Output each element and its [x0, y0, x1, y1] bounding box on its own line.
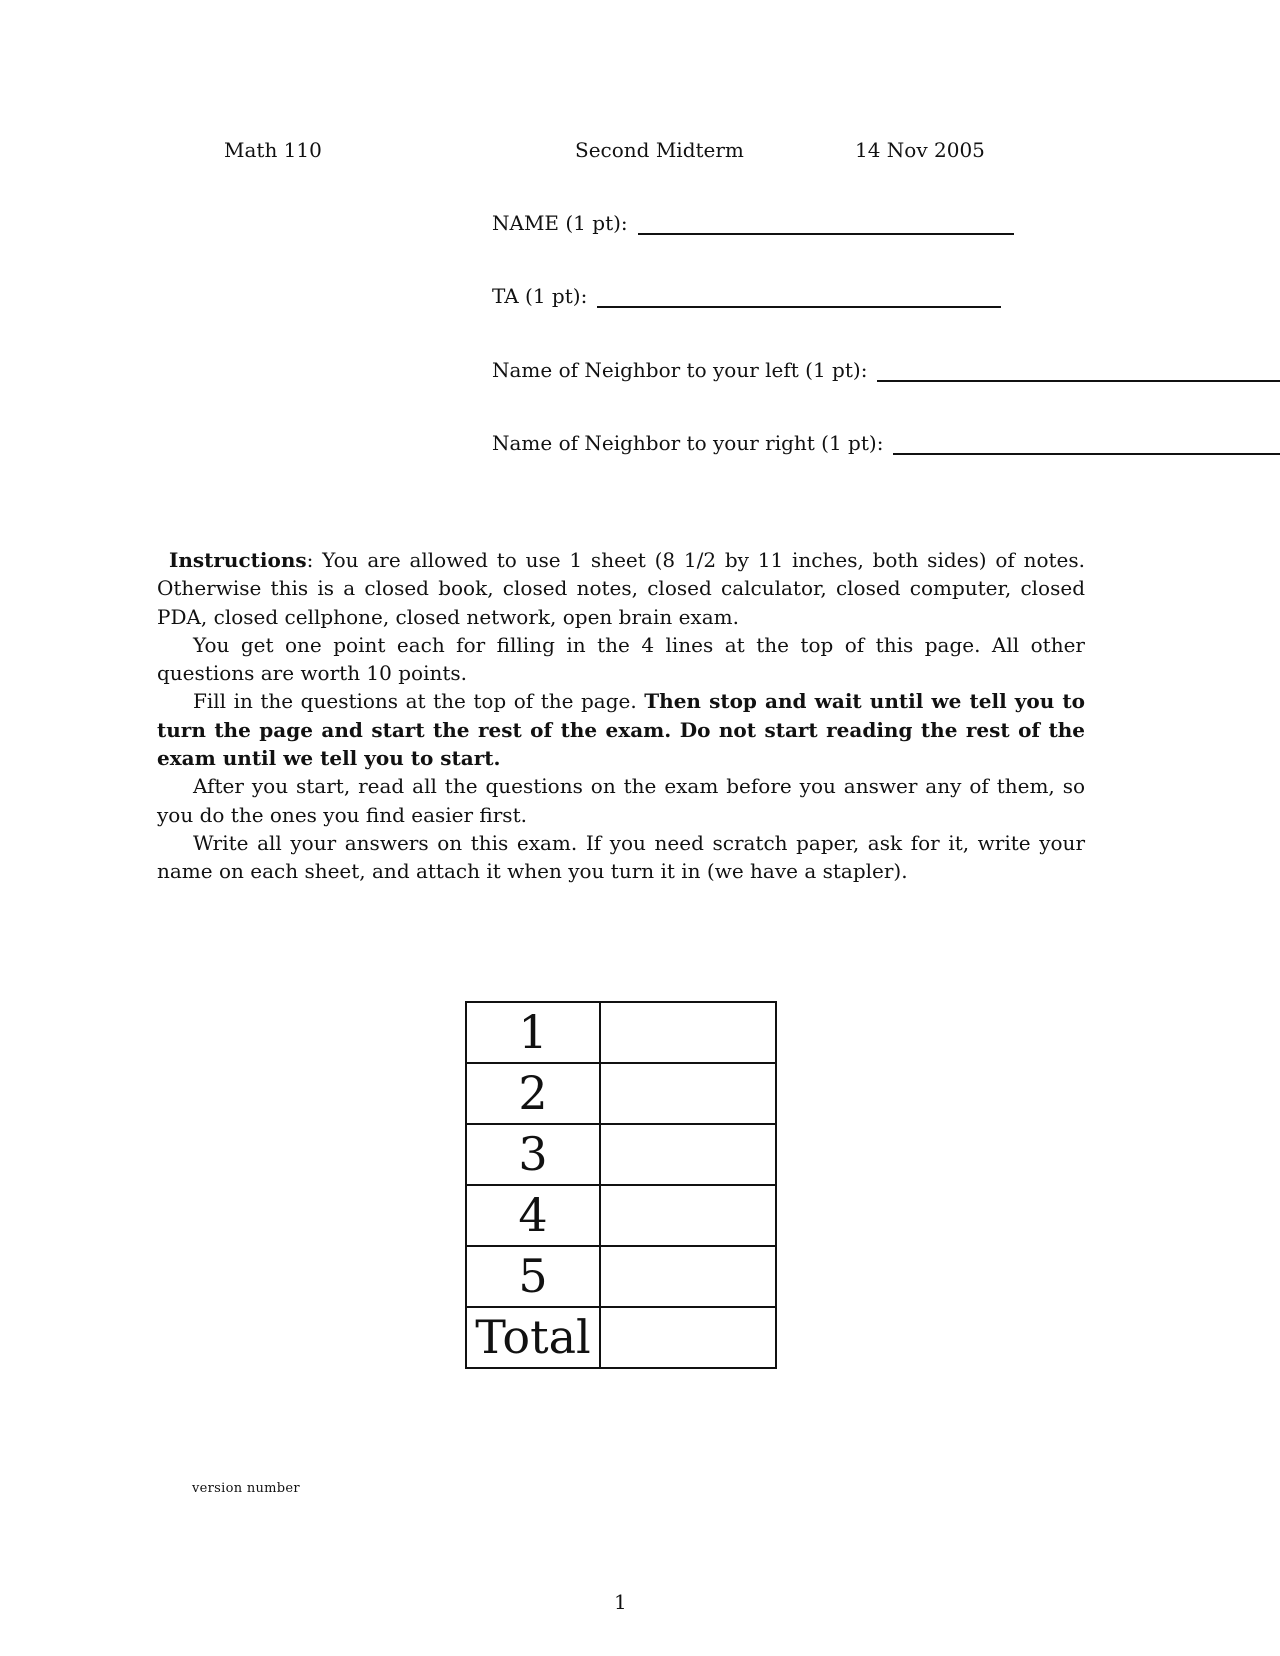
ta-label: TA (1 pt):: [492, 284, 588, 308]
scratch-paper-paragraph: Write all your answers on this exam. If you need scratch paper, ask for it, write your name on each sheet, and attach it when you turn it in (we have a stapler).: [157, 830, 1085, 884]
exam-title: Second Midterm: [575, 138, 744, 162]
score-cell[interactable]: [600, 1063, 776, 1124]
ta-blank-line[interactable]: [597, 288, 1001, 308]
neighbor-left-label: Name of Neighbor to your left (1 pt):: [492, 358, 868, 382]
question-number: 3: [466, 1124, 600, 1185]
name-field: [492, 211, 1014, 235]
score-cell[interactable]: [600, 1246, 776, 1307]
version-number-label: version number: [192, 1481, 300, 1496]
table-row: [466, 1185, 776, 1246]
neighbor-right-label: Name of Neighbor to your right (1 pt):: [492, 431, 884, 455]
wait-warning: Then stop and wait until we tell you to turn the page and start the rest of the exam. Do not start reading the rest of the exam until we tell you to start.: [157, 689, 1086, 771]
table-row: [466, 1307, 776, 1368]
wait-text: Fill in the questions at the top of the page.: [193, 689, 645, 714]
name-label: NAME (1 pt):: [492, 211, 628, 235]
question-number: 5: [466, 1246, 600, 1307]
wait-paragraph: [157, 687, 1085, 772]
table-row: [466, 1124, 776, 1185]
neighbor-left-blank-line[interactable]: [877, 362, 1280, 382]
question-number: 1: [466, 1002, 600, 1063]
question-number: 2: [466, 1063, 600, 1124]
total-label: Total: [466, 1307, 600, 1368]
score-cell[interactable]: [600, 1185, 776, 1246]
question-number: 4: [466, 1185, 600, 1246]
table-row: [466, 1002, 776, 1063]
neighbor-right-field: [492, 431, 1280, 455]
instructions-heading: Instructions: [169, 548, 307, 572]
name-blank-line[interactable]: [638, 215, 1014, 235]
exam-date: 14 Nov 2005: [855, 138, 985, 162]
page-number: 1: [614, 1590, 627, 1614]
table-row: [466, 1246, 776, 1307]
instructions-paragraph: [157, 546, 1085, 631]
course-title: Math 110: [224, 138, 322, 162]
score-cell[interactable]: [600, 1002, 776, 1063]
score-cell[interactable]: [600, 1124, 776, 1185]
instructions-block: [157, 546, 1085, 886]
read-first-paragraph: After you start, read all the questions on the exam before you answer any of them, so you do the ones you find easier first.: [157, 774, 1085, 827]
instructions-text: : You are allowed to use 1 sheet (8 1/2 by 11 inches, both sides) of notes. Otherwise this is a closed book, closed notes, closed calculator, closed computer, closed PDA, closed cellphone, closed network, open brain exam.: [157, 548, 1085, 629]
neighbor-left-field: [492, 358, 1280, 382]
total-score-cell[interactable]: [600, 1307, 776, 1368]
table-row: [466, 1063, 776, 1124]
ta-field: [492, 284, 1001, 308]
points-paragraph: You get one point each for filling in the 4 lines at the top of this page. All other questions are worth 10 points.: [157, 632, 1085, 686]
score-table: [465, 1001, 777, 1369]
neighbor-right-blank-line[interactable]: [893, 435, 1280, 455]
